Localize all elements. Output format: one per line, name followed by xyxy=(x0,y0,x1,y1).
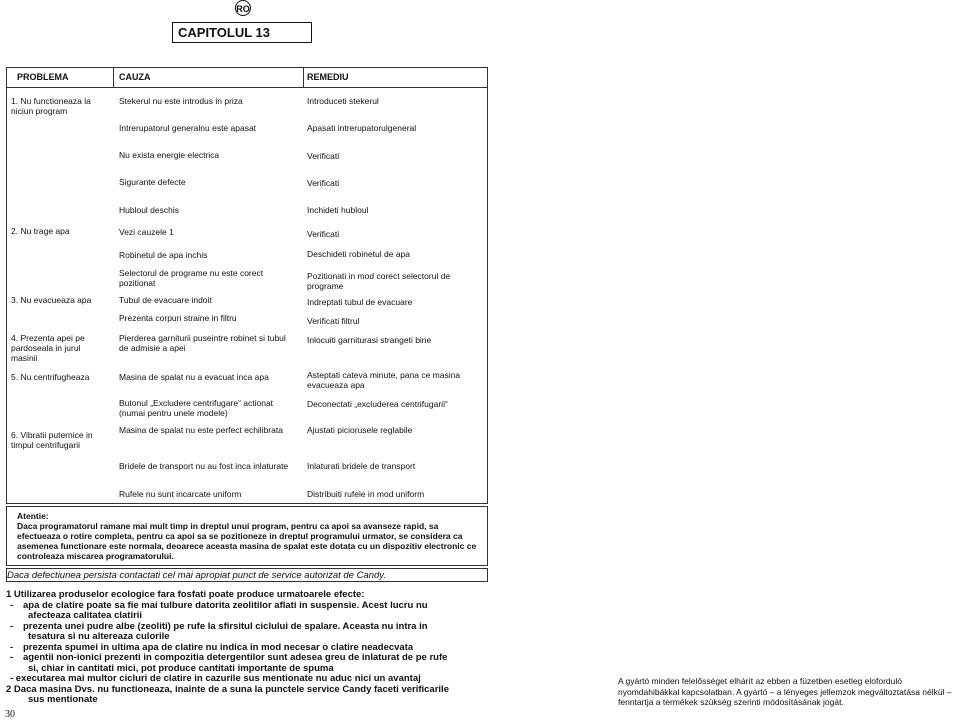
remedy-item: Deconectati „excluderea centrifugarii“ xyxy=(307,399,448,409)
env-line-exec: - executarea mai multor cicluri de clatire in cazurile sus mentionate nu aduc nici un avantaj xyxy=(10,673,421,684)
env-bullet-text: prezenta spumei in ultima apa de clatire nu indica in mod necesar o clatire neadecvata xyxy=(23,641,414,653)
problem-1: 1. Nu functioneaza la niciun program xyxy=(11,96,91,116)
remedy-item: Apasati intrerupatorulgeneral xyxy=(307,123,417,133)
env-line-2: 2 Daca masina Dvs. nu functioneaza, inainte de a suna la punctele service Candy faceti verificarile xyxy=(6,683,449,695)
remedy-item: Inlaturati bridele de transport xyxy=(307,461,416,471)
cause-item: Bridele de transport nu au fost inca inlaturate xyxy=(119,461,289,471)
cause-item: Tubul de evacuare indoit xyxy=(119,295,212,305)
page-number: 30 xyxy=(5,709,15,720)
env-bullet-cont: si, chiar in cantitati mici, pot produce cantitati importante de spuma xyxy=(28,662,334,674)
remedy-item: Verificati filtrul xyxy=(307,316,360,326)
notice-title: Atentie: xyxy=(17,511,49,521)
contact-text: Daca defectiunea persista contactati cel mai apropiat punct de service autorizat de Candy. xyxy=(7,570,386,581)
env-bullet-text: apa de clatire poate sa fie mai tulbure datorita zeolitilor aflati in suspensie. Acest lucru nu xyxy=(23,599,428,611)
header-problem: PROBLEMA xyxy=(17,72,69,82)
cause-item: Selectorul de programe nu este corect pozitionat xyxy=(119,268,264,288)
cause-item: Prezenta corpuri straine in filtru xyxy=(119,313,237,323)
remedy-item: Indreptati tubul de evacuare xyxy=(307,297,413,307)
header-cause: CAUZA xyxy=(119,72,151,82)
env-bullet-cont: afecteaza calitatea clatirii xyxy=(28,610,143,621)
notice-body: Daca programatorul ramane mai mult timp in dreptul unui program, pentru ca apoi sa avanseze rapid, sa efectueaza o rotire completa, pentru ca apoi sa se pozitioneze in dreptul programului urmator, se considera ca asemenea functionare este normala, deoarece aceasta masina de spalat este dotata cu un dispozitiv electronic ce controleaza miscarea programatorului. xyxy=(17,521,477,561)
cause-item: Masina de spalat nu este perfect echilibrata xyxy=(119,425,283,435)
problem-5: 5. Nu centrifugheaza xyxy=(11,372,90,382)
bullet-dash: - xyxy=(10,641,14,653)
env-line-1: 1 Utilizarea produselor ecologice fara fosfati poate produce urmatoarele efecte: xyxy=(6,589,365,600)
cause-item: Robinetul de apa inchis xyxy=(119,250,208,260)
cause-item: Rufele nu sunt incarcate uniform xyxy=(119,489,242,499)
cause-item: Butonul „Excludere centrifugare“ actionat (numai pentru unele modele) xyxy=(119,398,274,418)
header-remedy: REMEDIU xyxy=(307,72,349,82)
bullet-dash: - xyxy=(10,620,14,632)
problem-6: 6. Vibratii puternice in timpul centrifugarii xyxy=(11,430,93,450)
hungarian-disclaimer: A gyártó minden felelősséget elhárít az ebben a füzetben esetleg eloforduló nyomdahibákkal kapcsolatban. A gyártó – a lényeges jellemzok megváltoztatása nélkül – fenntartja a termékek szükség szerinti módosításának jogát. xyxy=(618,676,952,707)
problem-3: 3. Nu evacueaza apa xyxy=(11,295,92,305)
problem-4: 4. Prezenta apei pe pardoseala in jurul masinii xyxy=(11,333,85,363)
env-bullet-text: prezenta unei pudre albe (zeoliti) pe rufe la sfirsitul ciclului de spalare. Aceasta nu intra in xyxy=(23,620,428,632)
table-header-divider xyxy=(6,87,488,88)
remedy-item: Verificati xyxy=(307,229,340,239)
env-bullet xyxy=(6,653,488,664)
cause-item: Stekerul nu este introdus in priza xyxy=(119,96,243,106)
remedy-item: Inchideti hubloul xyxy=(307,205,369,215)
language-badge: RO xyxy=(235,0,251,16)
chapter-title: CAPITOLUL 13 xyxy=(172,22,312,43)
problem-2: 2. Nu trage apa xyxy=(11,226,70,236)
env-line-2-cont: sus mentionate xyxy=(28,694,98,705)
environment-notes xyxy=(6,590,488,706)
table-column-divider xyxy=(113,67,114,87)
remedy-item: Pozitionati in mod corect selectorul de programe xyxy=(307,271,451,291)
bullet-dash: - xyxy=(10,652,14,663)
remedy-item: Asteptati cateva minute, pana ce masina evacueaza apa xyxy=(307,370,461,390)
table-column-divider xyxy=(303,67,304,87)
cause-item: Intrerupatorul generalnu este apasat xyxy=(119,123,257,133)
bullet-dash: - xyxy=(10,599,14,611)
cause-item: Masina de spalat nu a evacuat inca apa xyxy=(119,372,269,382)
remedy-item: Verificati xyxy=(307,151,340,161)
remedy-item: Introduceti stekerul xyxy=(307,96,379,106)
cause-item: Pierderea garniturii puseintre robinet si tubul de admisie a apei xyxy=(119,333,286,353)
cause-item: Hubloul deschis xyxy=(119,205,180,215)
cause-item: Nu exista energie electrica xyxy=(119,150,220,160)
env-bullet-text: agentii non-ionici prezenti in compozitia detergentilor sunt adesea greu de inlaturat de pe rufe xyxy=(23,652,448,663)
remedy-item: Inlocuiti garniturasi strangeti bine xyxy=(307,335,432,345)
remedy-item: Deschideti robinetul de apa xyxy=(307,249,411,259)
remedy-item: Distribuiti rufele in mod uniform xyxy=(307,489,425,499)
cause-item: Vezi cauzele 1 xyxy=(119,227,174,237)
remedy-item: Verificati xyxy=(307,178,340,188)
env-bullet-cont: tesatura si nu altereaza culorile xyxy=(28,631,170,642)
cause-item: Sigurante defecte xyxy=(119,177,186,187)
remedy-item: Ajustati picioruselе reglabile xyxy=(307,425,413,435)
